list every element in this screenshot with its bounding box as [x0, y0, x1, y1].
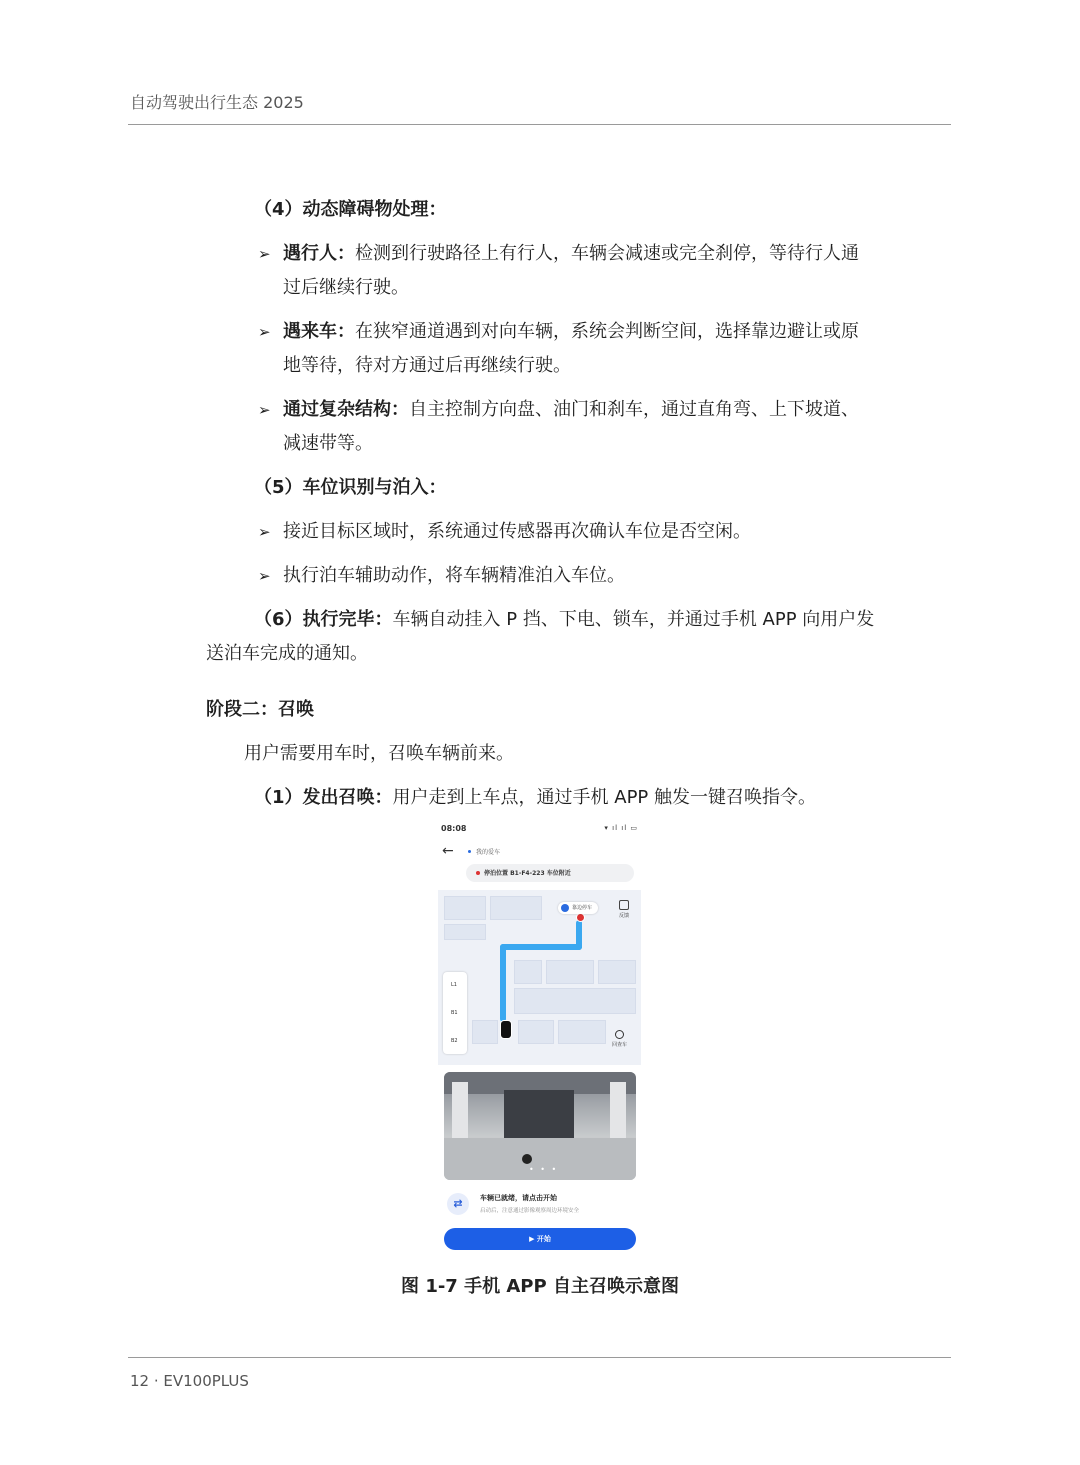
map-bay	[558, 1020, 606, 1044]
location-text: 停泊位置 B1-F4-223 车位附近	[484, 870, 571, 877]
phone-screenshot-figure	[436, 820, 642, 1257]
map-bay	[514, 988, 636, 1014]
header-rule	[128, 124, 951, 125]
floor-b1[interactable]: B1	[451, 1010, 458, 1016]
bullet-text: 接近目标区域时，系统通过传感器再次确认车位是否空闲。	[283, 521, 751, 542]
map-bay	[490, 896, 542, 920]
figure-caption: 图 1-7 手机 APP 自主召唤示意图	[401, 1276, 679, 1297]
footer-rule	[128, 1357, 951, 1358]
body-content	[206, 193, 876, 815]
stage2-item1	[254, 781, 876, 815]
ready-subtitle: 启动后，注意通过影像观察周边环境安全	[480, 1208, 580, 1214]
arrow-bullet-icon: ➢	[258, 523, 271, 541]
section5-heading: （5）车位识别与泊入：	[254, 477, 447, 498]
map-bay	[598, 960, 636, 984]
arrow-bullet-icon: ➢	[258, 245, 271, 263]
target-marker-icon	[576, 913, 585, 922]
car-marker-icon	[500, 1020, 512, 1039]
arrow-bullet-icon: ➢	[258, 567, 271, 585]
floor-l1[interactable]: L1	[451, 982, 457, 988]
bullet-text: 检测到行驶路径上有行人，车辆会减速或完全刹停，等待行人通过后继续行驶。	[283, 243, 859, 298]
ready-title: 车辆已就绪，请点击开始	[480, 1194, 557, 1202]
back-arrow-icon[interactable]: ←	[442, 843, 454, 859]
map-bay	[518, 1020, 554, 1044]
return-car-label: 回查车	[612, 1042, 628, 1048]
feedback-icon	[619, 900, 629, 910]
route-segment	[500, 944, 582, 950]
map-bay	[444, 924, 486, 940]
bullet-confirm	[206, 515, 876, 549]
park-roadside-tag[interactable]: 靠边停车	[558, 902, 598, 914]
bullet-text: 自主控制方向盘、油门和刹车，通过直角弯、上下坡道、减速带等。	[283, 399, 859, 454]
map-bay	[444, 896, 486, 920]
bullet-label: 遇来车：	[283, 321, 355, 342]
bullet-text: 在狭窄通道遇到对向车辆，系统会判断空间，选择靠边避让或原地等待，待对方通过后再继续行驶。	[283, 321, 859, 376]
bullet-label: 遇行人：	[283, 243, 355, 264]
bullet-text: 执行泊车辅助动作，将车辆精准泊入车位。	[283, 565, 625, 586]
header-title: 自动驾驶出行生态 2025	[130, 93, 304, 112]
section4-heading: （4）动态障碍物处理：	[254, 199, 447, 220]
bullet-park	[206, 559, 876, 593]
item1-label: （1）发出召唤：	[254, 787, 393, 808]
camera-corridor	[504, 1090, 574, 1138]
bullet-complex	[206, 393, 876, 461]
floor-selector[interactable]	[443, 972, 467, 1054]
location-pill	[466, 864, 634, 882]
feedback-button[interactable]	[616, 900, 632, 919]
status-time: 08:08	[441, 824, 467, 833]
carousel-dots[interactable]: • • •	[529, 1165, 559, 1174]
section6-paragraph	[206, 603, 876, 671]
section6-text: 车辆自动挂入 P 挡、下电、锁车，并通过手机 APP 向用户发送泊车完成的通知。	[206, 609, 875, 664]
locate-icon	[615, 1030, 624, 1039]
my-car-label: 我的爱车	[476, 849, 501, 856]
arrow-bullet-icon: ➢	[258, 401, 271, 419]
floor-b2[interactable]: B2	[451, 1038, 458, 1044]
map-bay	[472, 1020, 498, 1044]
swap-icon: ⇄	[447, 1193, 469, 1215]
bullet-oncoming	[206, 315, 876, 383]
parking-map[interactable]	[438, 890, 641, 1065]
feedback-label: 反馈	[618, 913, 629, 919]
map-bay	[514, 960, 542, 984]
location-dot-icon	[476, 871, 480, 875]
item1-text: 用户走到上车点，通过手机 APP 触发一键召唤指令。	[392, 787, 816, 808]
camera-object	[522, 1154, 532, 1164]
bullet-label: 通过复杂结构：	[283, 399, 409, 420]
stage2-heading: 阶段二：召唤	[206, 699, 314, 720]
route-segment	[500, 944, 506, 1022]
arrow-bullet-icon: ➢	[258, 323, 271, 341]
stage2-intro: 用户需要用车时，召唤车辆前来。	[244, 743, 514, 764]
map-bay	[546, 960, 594, 984]
start-button[interactable]: ▶ 开始	[444, 1228, 636, 1250]
camera-view	[444, 1072, 636, 1180]
section6-label: （6）执行完毕：	[254, 609, 393, 630]
bullet-pedestrian	[206, 237, 876, 305]
footer-text: 12 · EV100PLUS	[130, 1372, 249, 1390]
return-car-button[interactable]	[612, 1030, 627, 1048]
status-icons: ▾ ıl ıl ▭	[604, 824, 638, 832]
